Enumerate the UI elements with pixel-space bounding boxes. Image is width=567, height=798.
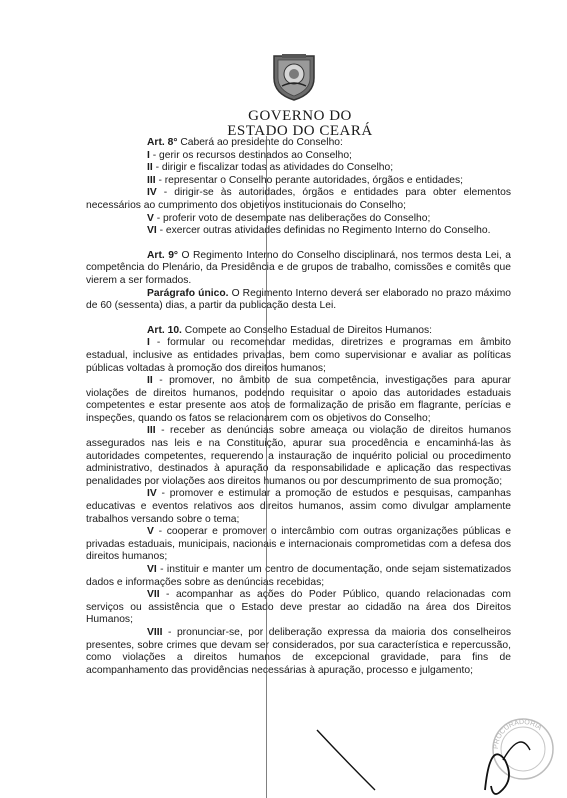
paragraph-lead: V: [147, 212, 154, 224]
paragraph-lead: VI: [147, 564, 157, 575]
paragraph-lead: VIII: [147, 626, 163, 638]
paragraph: [86, 162, 511, 175]
document-body: [86, 137, 511, 677]
paragraph-text: - representar o Conselho perante autoridades, órgãos e entidades;: [155, 174, 463, 186]
paragraph-text: - cooperar e promover o intercâmbio com outras organizações públicas e privadas estaduais, municipais, nacionais e internacionais comprometidas com a defesa dos direitos humanos;: [86, 526, 511, 563]
paragraph: [86, 564, 511, 589]
paragraph: [86, 213, 511, 226]
paragraph-lead: Art. 10.: [147, 324, 182, 336]
paragraph-text: - promover e estimular a promoção de estudos e pesquisas, campanhas educativas e eventos relativos aos direitos humanos, assim como divulgar amplamente trabalhos versando sobre o tema;: [86, 488, 511, 525]
paragraph: [86, 225, 511, 238]
paragraph: [86, 488, 511, 526]
paragraph: [86, 589, 511, 627]
paragraph-lead: V: [147, 526, 154, 538]
handwritten-signature-icon: [315, 720, 545, 797]
ceara-coat-of-arms-icon: [268, 50, 320, 102]
paragraph-text: O Regimento Interno do Conselho disciplinará, nos termos desta Lei, a competência do Plenário, da Presidência e de grupos de trabalho, comissões e comitês que vierem a ser formados.: [86, 249, 511, 286]
paragraph-text: - instituir e manter um centro de documentação, onde sejam sistematizados dados e informações sobre as denúncias recebidas;: [86, 564, 511, 588]
paragraph-lead: III: [147, 425, 156, 437]
paragraph-lead: II: [147, 375, 153, 387]
paragraph-lead: Art. 8°: [147, 137, 178, 148]
paragraph-lead: Parágrafo único.: [147, 287, 229, 299]
paragraph-lead: I: [147, 149, 150, 161]
paragraph: [86, 175, 511, 188]
paragraph: [86, 137, 511, 150]
paragraph: [86, 288, 511, 313]
paragraph: [86, 526, 511, 564]
paragraph: [86, 250, 511, 288]
fold-line: [266, 136, 267, 798]
paragraph: [86, 187, 511, 212]
paragraph-text: - pronunciar-se, por deliberação expressa da maioria dos conselheiros presentes, sobre crimes que devam ser considerados, por sua característica e repercussão, como violações a direitos humanos de excepcional gravidade, para fins de acompanhamento das providências necessárias à apuração, processo e julgamento;: [86, 626, 511, 676]
paragraph-gap: [86, 313, 511, 325]
paragraph-lead: VI: [147, 225, 157, 237]
paragraph-text: - gerir os recursos destinados ao Conselho;: [149, 149, 352, 161]
paragraph-text: - receber as denúncias sobre ameaça ou violação de direitos humanos assegurados nas leis e na Constituição, apurar sua procedência e encaminhá-las às autoridades competentes, requerendo a instauração de inquérito policial ou procedimento administrativo, destinados à apuração da responsabilidade e aplicação das respectivas penalidades por violações aos direitos humanos ou por descumprimento de sua promoção;: [86, 425, 511, 487]
paragraph-lead: VII: [147, 589, 160, 601]
paragraph-text: - dirigir e fiscalizar todas as atividades do Conselho;: [152, 162, 394, 174]
paragraph-text: - exercer outras atividades definidas no Regimento Interno do Conselho.: [156, 225, 491, 237]
paragraph-lead: IV: [147, 187, 157, 199]
paragraph-text: Caberá ao presidente do Conselho:: [177, 137, 343, 148]
paragraph-text: - formular ou recomendar medidas, diretrizes e programas em âmbito estadual, inclusive as entidades privadas, bem como supervisionar e avaliar as políticas públicas voltadas à promoção dos direitos humanos;: [86, 337, 511, 374]
paragraph-gap: [86, 238, 511, 250]
stamp-text: PROCURADORIA: [492, 718, 543, 750]
paragraph-lead: I: [147, 337, 150, 349]
paragraph-lead: IV: [147, 488, 157, 500]
header-line-2: ESTADO DO CEARÁ: [227, 123, 373, 139]
paragraph: [86, 150, 511, 163]
paragraph-lead: Art. 9°: [147, 249, 179, 261]
paragraph-text: - proferir voto de desempate nas deliberações do Conselho;: [153, 212, 431, 224]
paragraph: [86, 425, 511, 488]
paragraph: [86, 627, 511, 677]
government-header: [200, 108, 400, 139]
paragraph-text: - dirigir-se às autoridades, órgãos e entidades para obter elementos necessários ao cumprimento dos objetivos institucionais do Conselho;: [86, 187, 511, 211]
paragraph-text: Compete ao Conselho Estadual de Direitos Humanos:: [181, 324, 433, 336]
header-line-1: GOVERNO DO: [248, 108, 352, 124]
paragraph-text: - promover, no âmbito de sua competência, investigações para apurar violações de direitos humanos, podendo requisitar o apoio das autoridades estaduais competentes e estar presente aos atos de formalização de prisão em flagrante, perícias e inspeções, quando os fatos se relacionarem com os objetivos do Conselho;: [86, 375, 511, 424]
paragraph-text: - acompanhar as ações do Poder Público, quando relacionadas com serviços ou assistência que o Estado deve prestar ao cidadão na área dos Direitos Humanos;: [86, 589, 511, 626]
paragraph: [86, 337, 511, 375]
paragraph-text: O Regimento Interno deverá ser elaborado no prazo máximo de 60 (sessenta) dias, a partir da publicação desta Lei.: [86, 287, 511, 312]
paragraph: [86, 325, 511, 338]
paragraph-lead: III: [147, 174, 156, 186]
paragraph: [86, 375, 511, 425]
paragraph-lead: II: [147, 162, 153, 174]
